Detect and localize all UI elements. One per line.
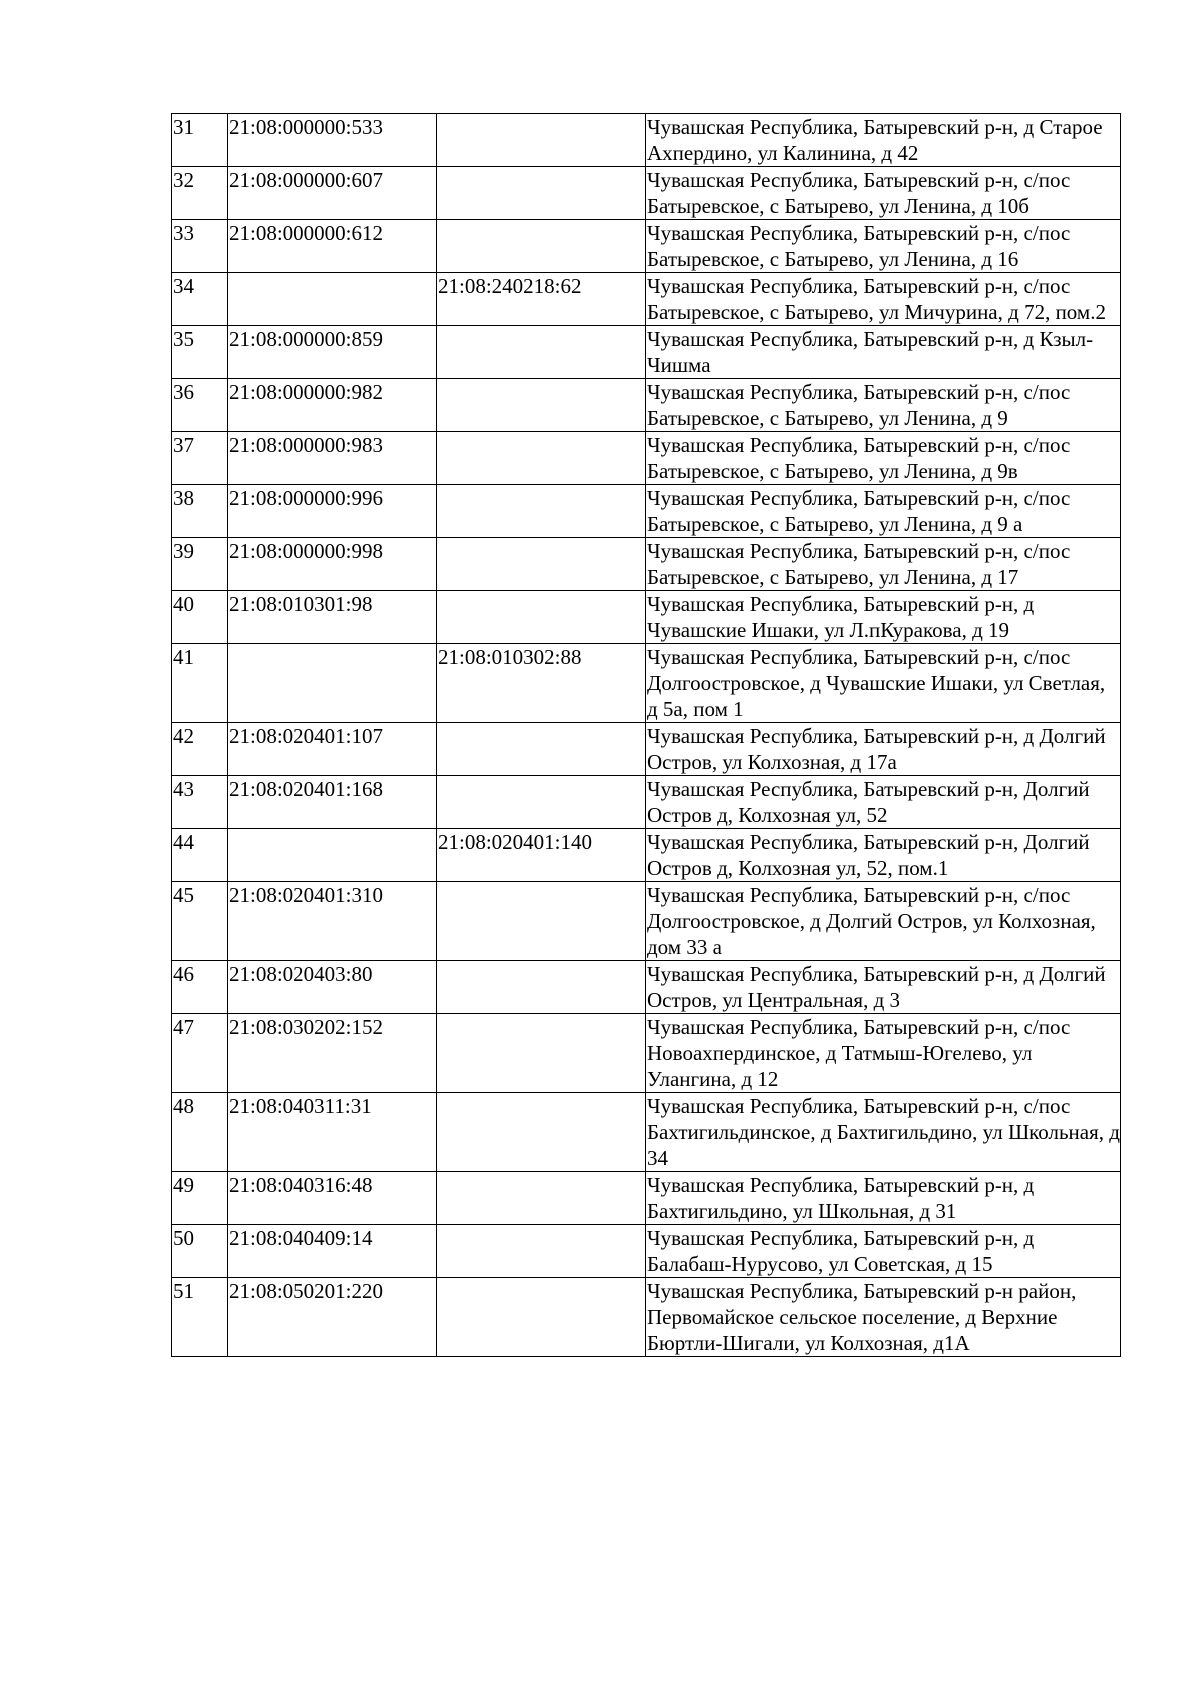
row-number-cell: 33: [172, 220, 228, 273]
row-number-cell: 35: [172, 326, 228, 379]
room-cadastral-number-cell: [437, 723, 646, 776]
cadastral-number-cell: 21:08:050201:220: [228, 1278, 437, 1357]
cadastral-number-cell: 21:08:000000:982: [228, 379, 437, 432]
cadastral-number-cell: 21:08:010301:98: [228, 591, 437, 644]
row-number-cell: 41: [172, 644, 228, 723]
table-row: [172, 485, 1121, 538]
address-cell: Чувашская Республика, Батыревский р-н, д Чувашские Ишаки, ул Л.пКуракова, д 19: [646, 591, 1121, 644]
room-cadastral-number-cell: [437, 326, 646, 379]
address-cell: Чувашская Республика, Батыревский р-н, с/пос Батыревское, с Батырево, ул Мичурина, д 72, пом.2: [646, 273, 1121, 326]
room-cadastral-number-cell: [437, 220, 646, 273]
cadastral-number-cell: 21:08:000000:859: [228, 326, 437, 379]
table-row: [172, 961, 1121, 1014]
address-cell: Чувашская Республика, Батыревский р-н, с/пос Долгоостровское, д Чувашские Ишаки, ул Светлая, д 5а, пом 1: [646, 644, 1121, 723]
address-cell: Чувашская Республика, Батыревский р-н, д Долгий Остров, ул Центральная, д 3: [646, 961, 1121, 1014]
row-number-cell: 47: [172, 1014, 228, 1093]
cadastral-number-cell: [228, 273, 437, 326]
address-cell: Чувашская Республика, Батыревский р-н, с/пос Батыревское, с Батырево, ул Ленина, д 17: [646, 538, 1121, 591]
row-number-cell: 32: [172, 167, 228, 220]
cadastral-number-cell: 21:08:020401:168: [228, 776, 437, 829]
cadastral-number-cell: [228, 829, 437, 882]
cadastral-number-cell: 21:08:040409:14: [228, 1225, 437, 1278]
address-cell: Чувашская Республика, Батыревский р-н, д Бахтигильдино, ул Школьная, д 31: [646, 1172, 1121, 1225]
room-cadastral-number-cell: [437, 432, 646, 485]
room-cadastral-number-cell: [437, 776, 646, 829]
cadastral-number-cell: 21:08:000000:533: [228, 114, 437, 167]
table-row: [172, 1093, 1121, 1172]
table-row: [172, 432, 1121, 485]
registry-table-body: [172, 114, 1121, 1357]
address-cell: Чувашская Республика, Батыревский р-н, Долгий Остров д, Колхозная ул, 52: [646, 776, 1121, 829]
table-row: [172, 829, 1121, 882]
table-row: [172, 882, 1121, 961]
row-number-cell: 37: [172, 432, 228, 485]
table-row: [172, 326, 1121, 379]
address-cell: Чувашская Республика, Батыревский р-н район, Первомайское сельское поселение, д Верхние Бюртли-Шигали, ул Колхозная, д1А: [646, 1278, 1121, 1357]
cadastral-number-cell: 21:08:040311:31: [228, 1093, 437, 1172]
cadastral-number-cell: 21:08:000000:996: [228, 485, 437, 538]
property-registry-table: [171, 113, 1121, 1357]
cadastral-number-cell: 21:08:020401:310: [228, 882, 437, 961]
table-row: [172, 1172, 1121, 1225]
address-cell: Чувашская Республика, Батыревский р-н, с/пос Батыревское, с Батырево, ул Ленина, д 9: [646, 379, 1121, 432]
table-row: [172, 538, 1121, 591]
row-number-cell: 42: [172, 723, 228, 776]
room-cadastral-number-cell: 21:08:240218:62: [437, 273, 646, 326]
room-cadastral-number-cell: [437, 1172, 646, 1225]
table-row: [172, 379, 1121, 432]
table-row: [172, 167, 1121, 220]
room-cadastral-number-cell: [437, 1093, 646, 1172]
cadastral-number-cell: 21:08:000000:612: [228, 220, 437, 273]
row-number-cell: 46: [172, 961, 228, 1014]
cadastral-number-cell: 21:08:000000:998: [228, 538, 437, 591]
cadastral-number-cell: 21:08:040316:48: [228, 1172, 437, 1225]
address-cell: Чувашская Республика, Батыревский р-н, д Долгий Остров, ул Колхозная, д 17а: [646, 723, 1121, 776]
room-cadastral-number-cell: 21:08:020401:140: [437, 829, 646, 882]
row-number-cell: 45: [172, 882, 228, 961]
table-row: [172, 644, 1121, 723]
row-number-cell: 36: [172, 379, 228, 432]
address-cell: Чувашская Республика, Батыревский р-н, с/пос Долгоостровское, д Долгий Остров, ул Колхозная, дом 33 а: [646, 882, 1121, 961]
address-cell: Чувашская Республика, Батыревский р-н, д Балабаш-Нурусово, ул Советская, д 15: [646, 1225, 1121, 1278]
address-cell: Чувашская Республика, Батыревский р-н, с/пос Батыревское, с Батырево, ул Ленина, д 16: [646, 220, 1121, 273]
row-number-cell: 39: [172, 538, 228, 591]
room-cadastral-number-cell: [437, 379, 646, 432]
room-cadastral-number-cell: [437, 485, 646, 538]
room-cadastral-number-cell: [437, 1278, 646, 1357]
table-row: [172, 723, 1121, 776]
room-cadastral-number-cell: [437, 1014, 646, 1093]
room-cadastral-number-cell: [437, 882, 646, 961]
address-cell: Чувашская Республика, Батыревский р-н, д Старое Ахпердино, ул Калинина, д 42: [646, 114, 1121, 167]
table-row: [172, 220, 1121, 273]
table-row: [172, 776, 1121, 829]
cadastral-number-cell: 21:08:020401:107: [228, 723, 437, 776]
address-cell: Чувашская Республика, Батыревский р-н, с/пос Батыревское, с Батырево, ул Ленина, д 9 а: [646, 485, 1121, 538]
cadastral-number-cell: 21:08:030202:152: [228, 1014, 437, 1093]
row-number-cell: 38: [172, 485, 228, 538]
row-number-cell: 44: [172, 829, 228, 882]
room-cadastral-number-cell: [437, 167, 646, 220]
address-cell: Чувашская Республика, Батыревский р-н, с/пос Бахтигильдинское, д Бахтигильдино, ул Школьная, д 34: [647, 1094, 1120, 1170]
table-row: [172, 1278, 1121, 1357]
address-cell: Чувашская Республика, Батыревский р-н, д Кзыл-Чишма: [646, 326, 1121, 379]
address-cell: Чувашская Республика, Батыревский р-н, Долгий Остров д, Колхозная ул, 52, пом.1: [646, 829, 1121, 882]
room-cadastral-number-cell: [437, 591, 646, 644]
cadastral-number-cell: 21:08:000000:607: [228, 167, 437, 220]
address-cell: Чувашская Республика, Батыревский р-н, с/пос Батыревское, с Батырево, ул Ленина, д 10б: [646, 167, 1121, 220]
table-row: [172, 591, 1121, 644]
cadastral-number-cell: [228, 644, 437, 723]
cadastral-number-cell: 21:08:000000:983: [228, 432, 437, 485]
table-row: [172, 114, 1121, 167]
room-cadastral-number-cell: [437, 961, 646, 1014]
room-cadastral-number-cell: [437, 538, 646, 591]
row-number-cell: 48: [172, 1093, 228, 1172]
row-number-cell: 50: [172, 1225, 228, 1278]
row-number-cell: 51: [172, 1278, 228, 1357]
row-number-cell: 40: [172, 591, 228, 644]
table-row: [172, 273, 1121, 326]
row-number-cell: 49: [172, 1172, 228, 1225]
cadastral-number-cell: 21:08:020403:80: [228, 961, 437, 1014]
row-number-cell: 34: [172, 273, 228, 326]
room-cadastral-number-cell: [437, 1225, 646, 1278]
room-cadastral-number-cell: 21:08:010302:88: [437, 644, 646, 723]
row-number-cell: 31: [172, 114, 228, 167]
address-cell: Чувашская Республика, Батыревский р-н, с/пос Новоахпердинское, д Татмыш-Югелево, ул Улангина, д 12: [646, 1014, 1121, 1093]
address-cell: Чувашская Республика, Батыревский р-н, с/пос Батыревское, с Батырево, ул Ленина, д 9в: [646, 432, 1121, 485]
room-cadastral-number-cell: [437, 114, 646, 167]
row-number-cell: 43: [172, 776, 228, 829]
table-row: [172, 1225, 1121, 1278]
table-row: [172, 1014, 1121, 1093]
